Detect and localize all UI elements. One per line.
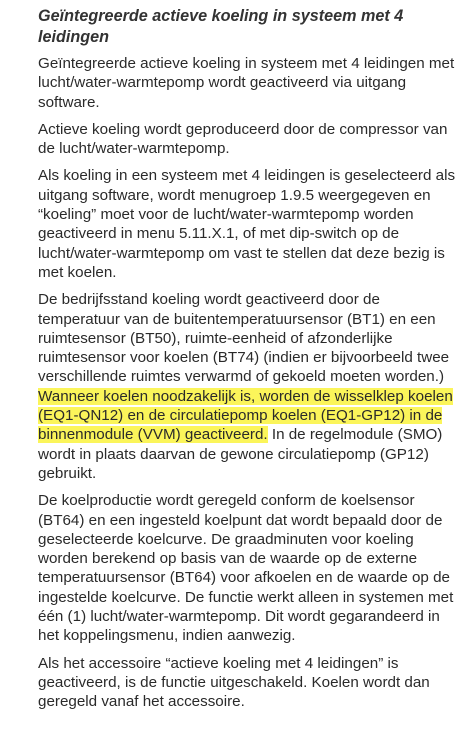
operating-mode-text-before: De bedrijfsstand koeling wordt geactiveerd door de temperatuur van de buitentemperatuursensor (BT1) en een ruimtesensor (BT50), ruimte-eenheid of afzonderlijke ruimtesensor voor koelen (BT74) (indien er bijvoorbeeld twee verschillende ruimtes verwarmd of gekoeld moeten worden.) xyxy=(38,291,450,386)
paragraph-accessory: Als het accessoire “actieve koeling met 4 leidingen” is geactiveerd, is de functie uitgeschakeld. Koelen wordt dan geregeld vanaf het accessoire. xyxy=(38,654,430,711)
document-page xyxy=(38,6,456,720)
paragraph-menu-selection: Als koeling in een systeem met 4 leidingen is geselecteerd als uitgang software, wordt menugroep 1.9.5 weergegeven en “koeling” moet voor de lucht/water-warmtepomp worden geactiveerd in menu 5.11.X.1, of met dip-switch op de lucht/water-warmtepomp om vast te stellen dat deze bezig is met koelen. xyxy=(38,167,456,281)
paragraph-active-cooling: Actieve koeling wordt geproduceerd door de compressor van de lucht/water-warmtepomp. xyxy=(38,120,448,158)
operating-mode-text-after: In de regelmodule (SMO) wordt in plaats daarvan de gewone circulatiepomp (GP12) gebruikt. xyxy=(38,426,443,482)
section-heading: Geïntegreerde actieve koeling in systeem met 4 leidingen xyxy=(38,7,404,46)
paragraph-operating-mode xyxy=(38,290,456,483)
highlighted-text: Wanneer koelen noodzakelijk is, worden de wisselklep koelen (EQ1-QN12) en de circulatiepomp koelen (EQ1-GP12) in de binnenmodule (VVM) geactiveerd. xyxy=(38,387,453,444)
paragraph-cooling-production: De koelproductie wordt geregeld conform de koelsensor (BT64) en een ingesteld koelpunt dat wordt bepaald door de geselecteerde koelcurve. De graadminuten voor koeling worden berekend op basis van de waarde op de externe temperatuursensor (BT64) voor afkoelen en de waarde op de ingestelde koelcurve. De functie werkt alleen in systemen met één (1) lucht/water-warmtepomp. Dit wordt gegarandeerd in het koppelingsmenu, indien aanwezig. xyxy=(38,492,454,645)
paragraph-intro: Geïntegreerde actieve koeling in systeem met 4 leidingen met lucht/water-warmtepomp wordt geactiveerd via uitgang software. xyxy=(38,55,455,111)
